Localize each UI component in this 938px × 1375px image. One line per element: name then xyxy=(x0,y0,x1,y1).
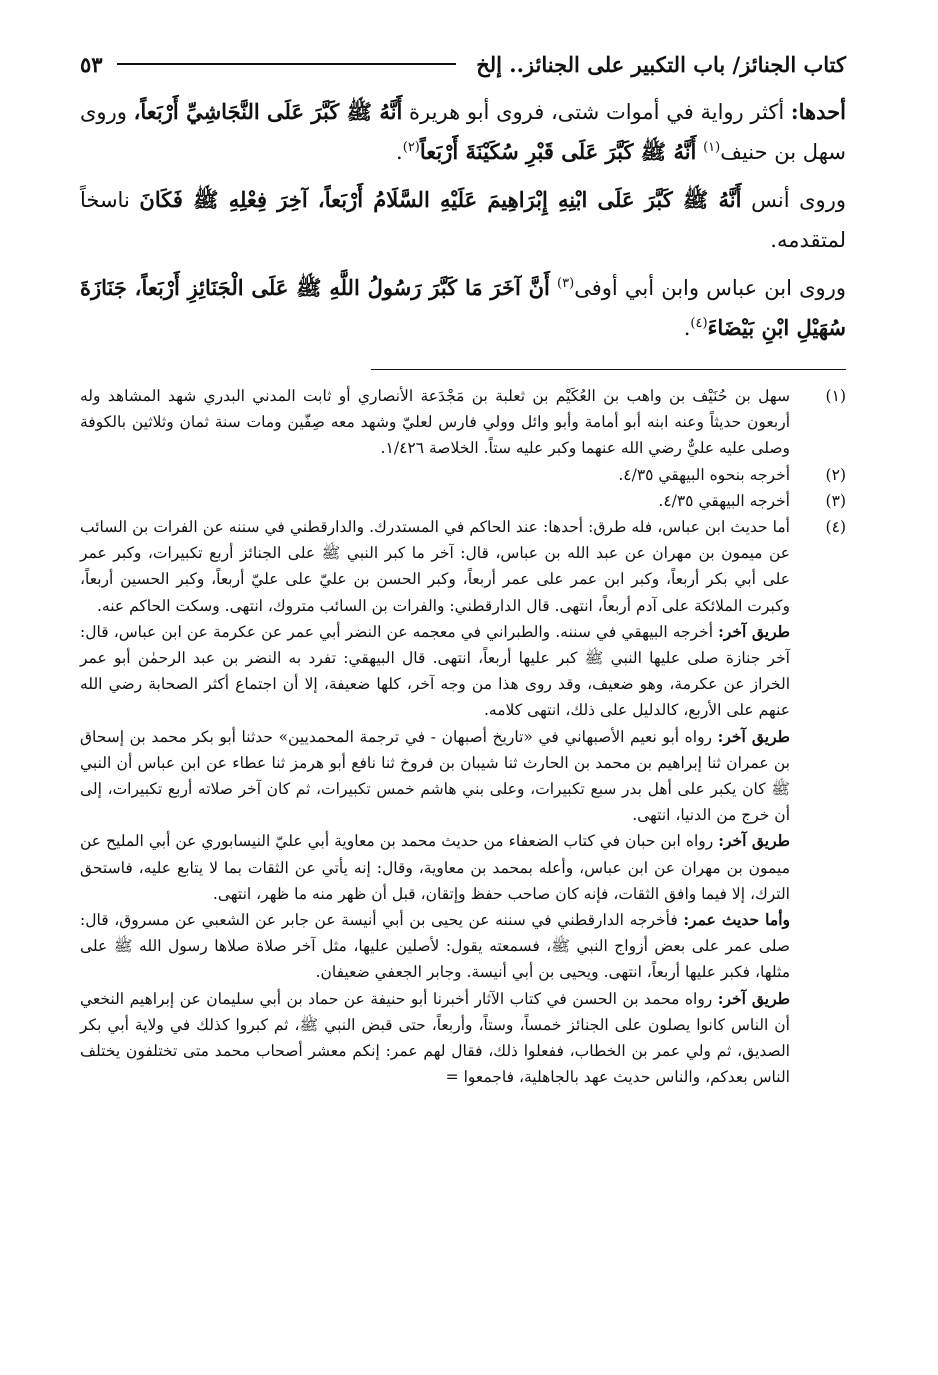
footnote-ref-4[interactable]: (٤) xyxy=(690,316,708,331)
footnote-number: (٢) xyxy=(825,465,846,484)
route-text: رواه محمد بن الحسن في كتاب الآثار أخبرنا أبو حنيفة عن حماد بن أبي سليمان عن إبراهيم النخعي أن الناس كانوا يصلون على الجنائز خمساً، وستاً، وأربعاً، حتى قبض النبي ﷺ، ثم كبروا كذلك في ولاية أبي بكر الصديق، ثم ولي عمر بن الخطاب، ففعلوا ذلك، فقال لهم عمر: إنكم معشر أصحاب محمد متى تختلفون يختلف الناس بعدكم، والناس حديث عهد بالجاهلية، فاجمعوا = xyxy=(80,989,790,1087)
page-header xyxy=(80,46,846,82)
header-rule xyxy=(117,63,457,65)
footnote-text: أما حديث ابن عباس، فله طرق: أحدها: عند الحاكم في المستدرك. والدارقطني في سننه عن الفرات بن السائب عن ميمون بن مهران عن عبد الله بن عباس، قال: آخر ما كبر النبي ﷺ على الجنائز أربع تكبيرات، وكبر عمر على أبي بكر أربعاً، وكبر ابن عمر على عمر أربعاً، وكبر الحسن بن عليّ على عليّ أربعاً، وكبر الحسين أربعاً، وكبرت الملائكة على آدم أربعاً، انتهى. قال الدارقطني: والفرات بن السائب متروك، انتهى. وسكت الحاكم عنه. xyxy=(80,518,790,615)
para1-end: . xyxy=(396,140,403,164)
footnotes xyxy=(80,383,846,1090)
main-paragraph-2 xyxy=(80,180,846,260)
footnote-4-route-6 xyxy=(80,986,790,1091)
route-text: فأخرجه الدارقطني في سننه عن يحيى بن أبي أنيسة عن جابر عن الشعبي عن مسروق، قال: صلى عمر على بعض أزواج النبي ﷺ، فسمعته يقول: لأصلين عليها، مثل آخر صلاة صلاها رسول الله ﷺ على مثلها، فكبر عليها أربعاً، انتهى. ويحيى بن أبي أنيسة. وجابر الجعفي ضعيفان. xyxy=(80,911,790,982)
footnote-1 xyxy=(80,383,846,462)
running-title: كتاب الجنائز/ باب التكبير على الجنائز.. إلخ xyxy=(476,51,846,77)
para1-quote: أَنَّهُ ﷺ كَبَّرَ عَلَى النَّجَاشِيِّ أَرْبَعاً، xyxy=(133,99,403,124)
para2-quote: أَنَّهُ ﷺ كَبَّرَ عَلَى ابْنِهِ إِبْرَاهِيمَ عَلَيْهِ السَّلَامُ أَرْبَعاً، آخِرَ فِعْلِهِ ﷺ فَكَانَ xyxy=(139,187,742,212)
para1-lead: أحدها: xyxy=(790,99,846,124)
para3-quote: أَنَّ آخَرَ مَا كَبَّرَ رَسُولُ اللَّهِ ﷺ عَلَى الْجَنَائِزِ أَرْبَعاً، جَنَازَةَ سُهَيْلِ ابْنِ بَيْضَاءَ xyxy=(80,275,846,340)
page-number: ٥٣ xyxy=(80,51,103,77)
para3-end: . xyxy=(683,316,691,340)
route-lead: طريق آخر: xyxy=(717,988,790,1008)
route-lead: طريق آخر: xyxy=(717,726,790,746)
para1-text2: وروى سهل بن حنيف xyxy=(80,100,846,164)
footnote-ref-1[interactable]: (١) xyxy=(703,140,721,155)
footnote-4-route-3 xyxy=(80,724,790,829)
footnote-ref-3[interactable]: (٣) xyxy=(557,276,575,291)
para2-end: ناسخاً لمتقدمه. xyxy=(80,188,846,252)
footnote-text: أخرجه البيهقي ٤/٣٥. xyxy=(658,491,790,510)
main-paragraph-1 xyxy=(80,92,846,172)
footnote-ref-2[interactable]: (٢) xyxy=(402,140,420,155)
footnote-4-route-2 xyxy=(80,619,790,724)
para2-text: وروى أنس xyxy=(751,188,846,212)
route-text: رواه ابن حبان في كتاب الضعفاء من حديث محمد بن معاوية أبي عليّ النيسابوري عن أبي المليح عن ميمون بن مهران عن ابن عباس، وأعله بمحمد بن معاوية، وقال: إنه يأتي عن الثقات بما لا يتابع عليه، فاستحق الترك، إلا فيما وافق الثقات، فإنه كان صاحب حفظ وإتقان، قبل أن ظهر منه ما ظهر، انتهى. xyxy=(80,832,790,903)
footnote-2 xyxy=(80,462,846,488)
footnote-text: أخرجه بنحوه البيهقي ٤/٣٥. xyxy=(618,465,790,484)
para1-text: أكثر رواية في أموات شتى، فروى أبو هريرة xyxy=(409,100,785,124)
main-text xyxy=(80,92,846,356)
footnote-number: (٣) xyxy=(825,491,846,510)
route-lead: وأما حديث عمر: xyxy=(683,910,790,930)
route-lead: طريق آخر: xyxy=(718,831,790,851)
route-text: رواه أبو نعيم الأصبهاني في «تاريخ أصبهان - في ترجمة المحمديين» حدثنا أبو بكر محمد بن إسحاق بن عمران ثنا إبراهيم بن محمد بن الحارث ثنا شيبان بن فروخ ثنا نافع أبو هرمز ثنا عطاء عن ابن عباس أن النبي ﷺ كان يكبر على أهل بدر سبع تكبيرات، وعلى بني هاشم خمس تكبيرات، ثم كان آخر صلاته أربع تكبيرات، إلى أن خرج من الدنيا، انتهى. xyxy=(80,727,790,825)
footnote-text: سهل بن حُنَيْف بن واهب بن العُكَيْم بن ثعلبة بن مَجْدَعة الأنصاري أو ثابت المدني البدري شهد المشاهد وله أربعون حديثاً وعنه ابنه أبو أمامة وأبو وائل وولي فارس لعليّ وشهد معه صِفّين ومات سنة ثمان وثلاثين بالكوفة وصلى عليه عليٌّ رضي الله عنهما وكبر عليه ستاً. الخلاصة ١/٤٢٦. xyxy=(80,387,790,458)
footnote-number: (٤) xyxy=(825,518,846,537)
footnote-4-route-4 xyxy=(80,828,790,907)
main-paragraph-3 xyxy=(80,268,846,348)
para1-quote2: أَنَّهُ ﷺ كَبَّرَ عَلَى قَبْرِ سُكَيْنَةَ أَرْبَعاً xyxy=(419,139,697,164)
footnote-4 xyxy=(80,514,846,619)
footnote-number: (١) xyxy=(825,387,846,405)
footnote-4-umar-hadith xyxy=(80,907,790,986)
footnote-3 xyxy=(80,488,846,514)
route-lead: طريق آخر: xyxy=(718,621,791,641)
para3-text: وروى ابن عباس وابن أبي أوفى xyxy=(574,276,846,300)
route-text: أخرجه البيهقي في سننه. والطبراني في معجمه عن النضر أبي عمر عن عكرمة عن ابن عباس، قال: آخر جنازة صلى عليها النبي ﷺ كبر عليها أربعاً، انتهى. قال البيهقي: تفرد به النضر بن عبد الرحمٰن أبو عمر الخراز عن عكرمة، وهو ضعيف، وقد روى هذا من وجه آخر، كلها ضعيفة، إلا أن اجتماع أكثر الصحابة رضي الله عنهم على الأربع، كالدليل على ذلك، انتهى كلامه. xyxy=(80,622,790,720)
footnote-separator xyxy=(371,369,846,370)
